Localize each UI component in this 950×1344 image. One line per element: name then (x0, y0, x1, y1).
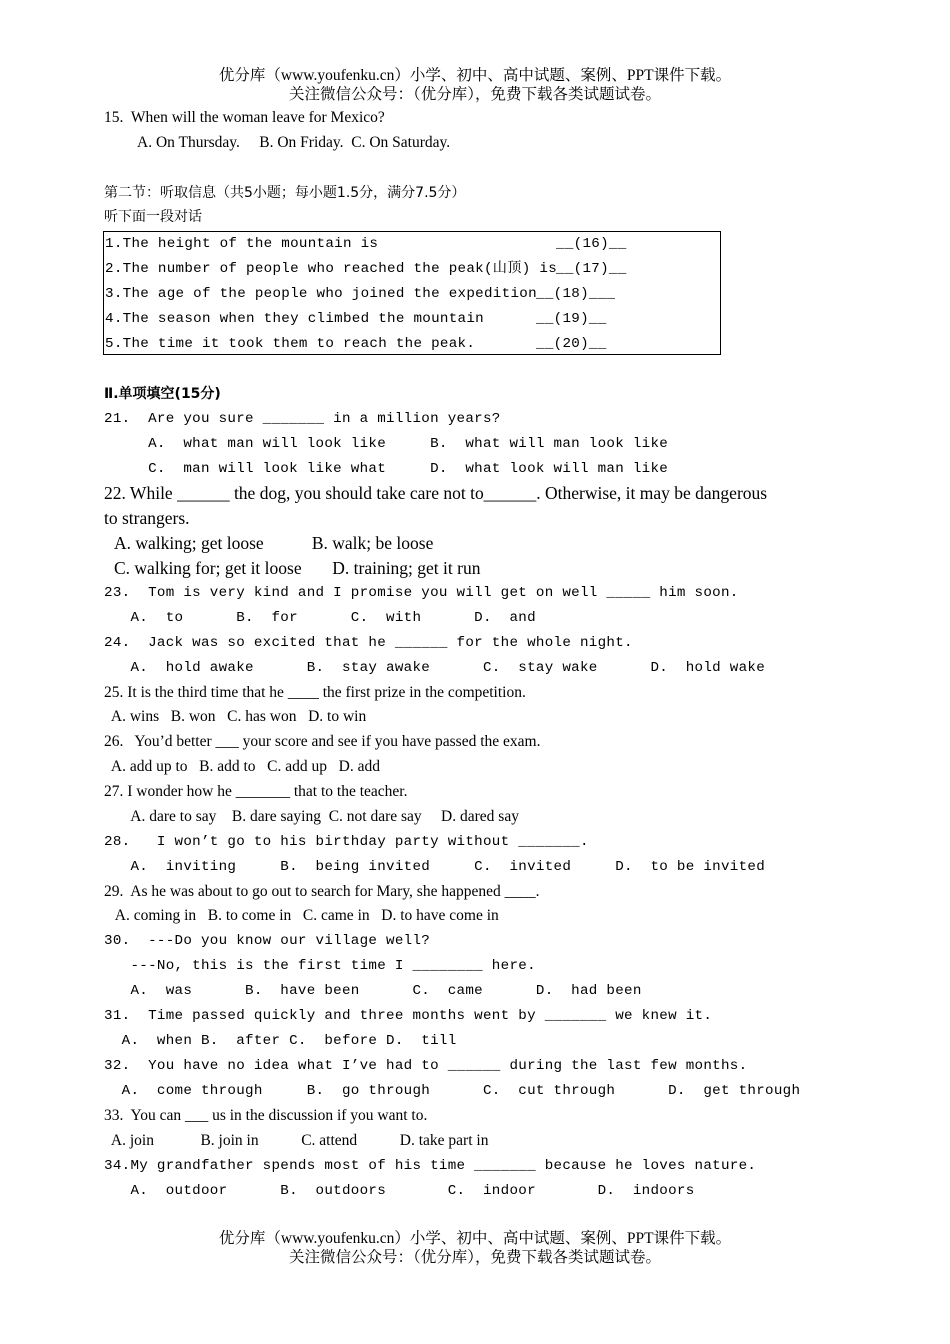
question-31-options: A. when B. after C. before D. till (104, 1033, 457, 1049)
info-row-blank: __(16)__ (556, 236, 627, 252)
section-2-instruction: 听下面一段对话 (104, 209, 202, 225)
question-15-options: A. On Thursday. B. On Friday. C. On Saturday. (137, 134, 451, 151)
info-row-text: 2.The number of people who reached the peak(山顶) is (105, 261, 558, 277)
question-22-options: A. walking; get loose B. walk; be loose (114, 533, 434, 553)
question-23-options: A. to B. for C. with D. and (104, 610, 536, 626)
question-28-options: A. inviting B. being invited C. invited D. to be invited (104, 859, 766, 875)
question-21-options: A. what man will look like B. what will man look like (104, 436, 669, 452)
question-28: 28. I won’t go to his birthday party without _______. (104, 834, 589, 850)
question-22-options: C. walking for; get it loose D. training; get it run (114, 558, 481, 578)
question-30-reply: ---No, this is the first time I ________ here. (104, 958, 536, 974)
part-2-title: Ⅱ.单项填空(15分) (104, 386, 221, 402)
question-32: 32. You have no idea what I’ve had to ______ during the last few months. (104, 1058, 748, 1074)
footer-line-1: 优分库（www.youfenku.cn）小学、初中、高中试题、案例、PPT课件下载。 (218, 1230, 732, 1247)
question-15: 15. When will the woman leave for Mexico? (104, 109, 385, 126)
question-25-options: A. wins B. won C. has won D. to win (104, 708, 367, 725)
question-24-options: A. hold awake B. stay awake C. stay wake D. hold wake (104, 660, 766, 676)
question-22-cont: to strangers. (104, 508, 190, 528)
question-22: 22. While ______ the dog, you should take care not to______. Otherwise, it may be dangerous (104, 483, 768, 503)
question-25: 25. It is the third time that he ____ the first prize in the competition. (104, 684, 526, 701)
question-26: 26. You’d better ___ your score and see if you have passed the exam. (104, 733, 541, 750)
info-row-text: 4.The season when they climbed the mountain (105, 311, 484, 327)
question-29-options: A. coming in B. to come in C. came in D. to have come in (104, 907, 499, 924)
info-row-text: 1.The height of the mountain is (105, 236, 379, 252)
question-30: 30. ---Do you know our village well? (104, 933, 431, 949)
question-33-options: A. join B. join in C. attend D. take part in (104, 1132, 489, 1149)
info-row-blank: __(19)__ (536, 311, 607, 327)
info-row-blank: __(20)__ (536, 336, 607, 352)
question-21: 21. Are you sure _______ in a million years? (104, 411, 501, 427)
header-line-2: 关注微信公众号：（优分库），免费下载各类试题试卷。 (288, 86, 661, 103)
question-24: 24. Jack was so excited that he ______ for the whole night. (104, 635, 633, 651)
question-23: 23. Tom is very kind and I promise you will get on well _____ him soon. (104, 585, 739, 601)
question-29: 29. As he was about to go out to search for Mary, she happened ____. (104, 883, 540, 900)
question-34-options: A. outdoor B. outdoors C. indoor D. indoors (104, 1183, 695, 1199)
question-21-options: C. man will look like what D. what look will man like (104, 461, 669, 477)
question-27: 27. I wonder how he _______ that to the teacher. (104, 783, 408, 800)
header-line-1: 优分库（www.youfenku.cn）小学、初中、高中试题、案例、PPT课件下载。 (218, 67, 732, 84)
question-34: 34.My grandfather spends most of his time _______ because he loves nature. (104, 1158, 757, 1174)
info-row-text: 3.The age of the people who joined the expedition (105, 286, 537, 302)
footer-line-2: 关注微信公众号：（优分库），免费下载各类试题试卷。 (288, 1249, 661, 1266)
info-row-blank: __(18)___ (536, 286, 616, 302)
info-row-text: 5.The time it took them to reach the peak. (105, 336, 476, 352)
question-27-options: A. dare to say B. dare saying C. not dare say D. dared say (104, 808, 519, 825)
info-row-blank: __(17)__ (556, 261, 627, 277)
question-32-options: A. come through B. go through C. cut through D. get through (104, 1083, 801, 1099)
question-26-options: A. add up to B. add to C. add up D. add (104, 758, 380, 775)
question-31: 31. Time passed quickly and three months went by _______ we knew it. (104, 1008, 713, 1024)
section-2-title: 第二节：听取信息（共5小题；每小题1.5分，满分7.5分） (104, 185, 466, 201)
question-33: 33. You can ___ us in the discussion if you want to. (104, 1107, 428, 1124)
question-30-options: A. was B. have been C. came D. had been (104, 983, 642, 999)
